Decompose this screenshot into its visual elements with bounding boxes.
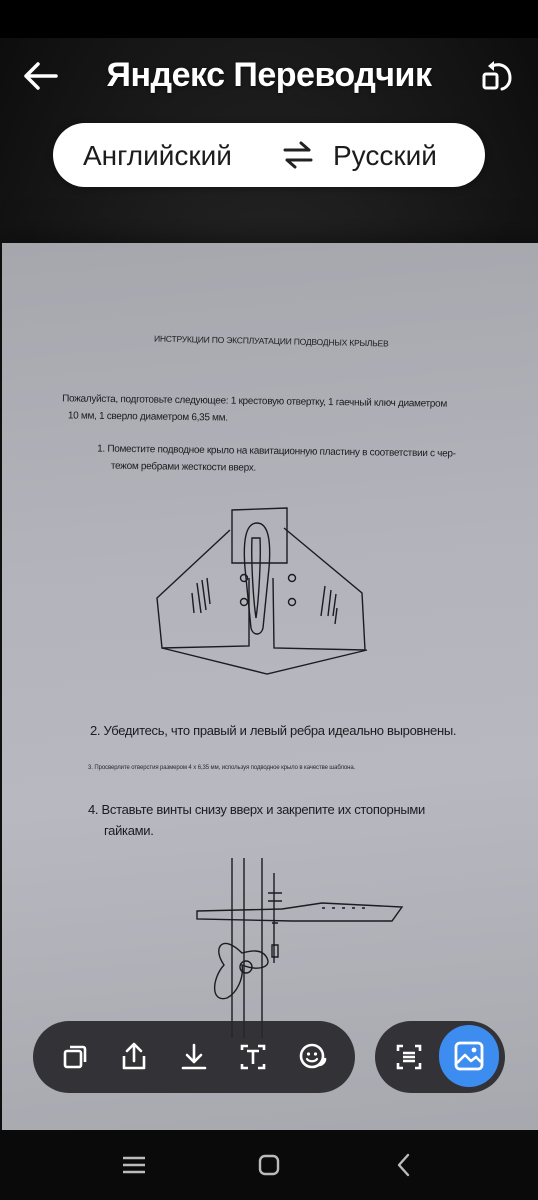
status-bar — [0, 0, 538, 38]
swap-arrows-icon — [281, 139, 315, 171]
camera-photo — [0, 38, 538, 1130]
text-frame-icon — [237, 1041, 269, 1073]
swap-languages-button[interactable] — [281, 139, 315, 171]
image-icon — [452, 1039, 486, 1073]
document-intro-line2: 10 мм, 1 сверло диаметром 6,35 мм. — [67, 410, 228, 424]
document-title: ИНСТРУКЦИИ ПО ЭКСПЛУАТАЦИИ ПОДВОДНЫХ КРЫЛЬЕВ — [153, 333, 389, 349]
document-paper — [2, 243, 538, 1130]
top-bar — [0, 50, 538, 102]
document-step1 — [97, 440, 456, 479]
sticker-icon — [297, 1041, 329, 1073]
language-selector — [53, 123, 485, 187]
rotate-icon — [474, 56, 518, 96]
download-icon — [178, 1041, 210, 1073]
app-title: Яндекс Переводчик — [106, 56, 432, 94]
document-step1-line2: тежом ребрами жесткости вверх. — [110, 460, 257, 474]
document-intro — [62, 390, 447, 429]
copy-icon — [59, 1041, 91, 1073]
document-step4-line1: 4. Вставьте винты снизу вверх и закрепите их стопорными — [88, 802, 425, 817]
target-language[interactable]: Русский — [333, 140, 437, 171]
chevron-left-icon — [394, 1152, 414, 1178]
action-toolbar — [33, 1021, 355, 1093]
home-square-icon — [257, 1153, 281, 1177]
document-intro-line1: Пожалуйста, подготовьте следующее: 1 крестовую отвертку, 1 гаечный ключ диаметром — [62, 393, 448, 410]
text-overlay-button[interactable] — [231, 1035, 275, 1079]
source-language[interactable]: Английский — [83, 140, 232, 171]
back-nav-button[interactable] — [384, 1150, 424, 1180]
document-step2: 2. Убедитесь, что правый и левый ребра идеально выровнены. — [90, 723, 457, 738]
image-mode-button[interactable] — [439, 1025, 499, 1087]
copy-button[interactable] — [53, 1035, 97, 1079]
text-scan-icon — [393, 1041, 425, 1073]
hydrofoil-top-drawing — [127, 498, 397, 678]
document-step1-line1: 1. Поместите подводное крыло на кавитационную пластину в соответствии с чер- — [97, 443, 456, 460]
document-step4-line2: гайками. — [104, 823, 154, 838]
system-nav-bar — [0, 1130, 538, 1200]
menu-lines-icon — [121, 1154, 147, 1176]
document-step4 — [88, 799, 425, 841]
download-button[interactable] — [172, 1035, 216, 1079]
sticker-button[interactable] — [291, 1035, 335, 1079]
share-icon — [118, 1041, 150, 1073]
text-mode-button[interactable] — [387, 1035, 431, 1079]
rotate-button[interactable] — [474, 56, 518, 96]
motor-side-drawing — [182, 853, 422, 1043]
mode-switcher — [375, 1021, 505, 1093]
home-button[interactable] — [249, 1150, 289, 1180]
recent-apps-button[interactable] — [114, 1150, 154, 1180]
share-button[interactable] — [112, 1035, 156, 1079]
document-step3: 3. Просверлите отверстия размером 4 х 6,35 мм, используя подводное крыло в качестве шаблона. — [88, 765, 356, 771]
